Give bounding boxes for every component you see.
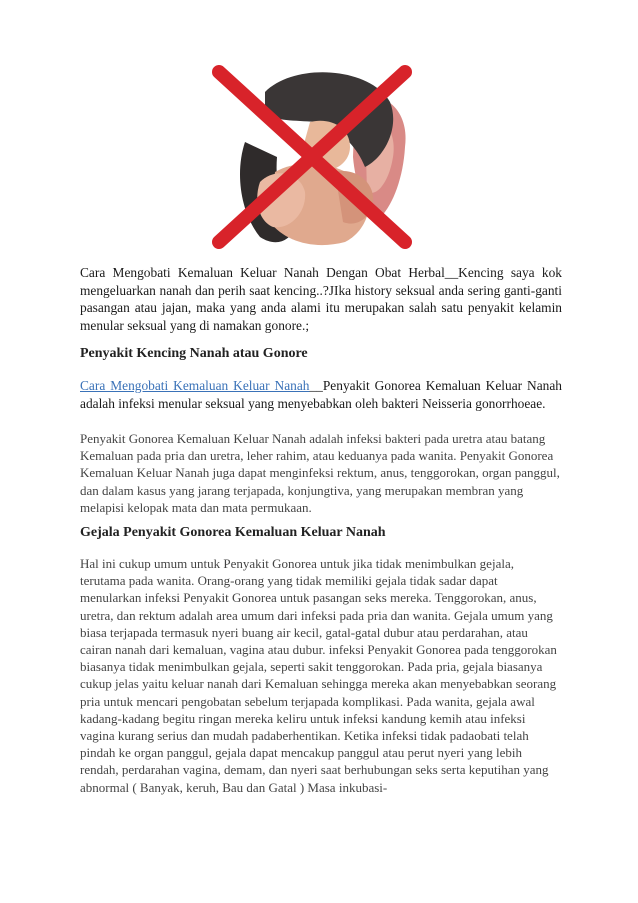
infection-paragraph: Penyakit Gonorea Kemaluan Keluar Nanah adalah infeksi bakteri pada uretra atau batang Kemaluan pada pria dan uretra, leher rahim, atau keduanya pada wanita. Penyakit Gonorea Kemaluan Keluar Nanah juga dapat menginfeksi rektum, anus, tenggorokan, organ panggul, dan dalam kasus yang jarang terjapada, konjungtiva, yang merupakan membran yang melapisi kelopak mata dan mata permukaan. (80, 431, 560, 515)
intro-paragraph: Cara Mengobati Kemaluan Keluar Nanah Dengan Obat Herbal__Kencing saya kok mengeluarkan nanah dan perih saat kencing..?JIka history seksual anda sering ganti-ganti pasangan atau jajan, maka yang anda alami itu merupakan salah satu penyakit kelamin menular seksual yang di namakan gonore.; (80, 265, 562, 333)
definition-paragraph (80, 377, 562, 412)
section-heading-gejala: Gejala Penyakit Gonorea Kemaluan Keluar Nanah (80, 525, 386, 540)
section-heading-gonore: Penyakit Kencing Nanah atau Gonore (80, 346, 308, 361)
symptoms-paragraph: Hal ini cukup umum untuk Penyakit Gonorea untuk jika tidak menimbulkan gejala, terutama pada wanita. Orang-orang yang tidak memiliki gejala tidak sadar dapat menularkan infeksi Penyakit Gonorea untuk pasangan seks mereka. Tenggorokan, anus, uretra, dan rektum adalah area umum dari infeksi pada pria dan wanita. Gejala umum yang biasa terjapada termasuk nyeri buang air kecil, gatal-gatal dubur atau perdarahan, atau cairan nanah dari kemaluan, vagina atau dubur. infeksi Penyakit Gonorea pada tenggorokan biasanya tidak menimbulkan gejala, seperti sakit tenggorokan. Pada pria, gejala biasanya cukup jelas yaitu keluar nanah dari Kemaluan sehingga mereka akan menyebabkan seorang pria untuk mencari pengobatan sebelum terjapada komplikasi. Pada wanita, gejala awal kadang-kadang begitu ringan mereka keliru untuk infeksi kandung kemih atau infeksi vagina kurang serius dan mudah padaberhentikan. Ketika infeksi tidak padaobati telah pindah ke organ panggul, gejala dapat mencakup panggul atau perut nyeri yang lebih rendah, perdarahan vagina, demam, dan nyeri saat berhubungan seks serta keputihan yang abnormal ( Banyak, keruh, Bau dan Gatal ) Masa inkubasi- (80, 556, 557, 795)
prohibited-illustration (205, 62, 417, 250)
definition-text: __Penyakit Gonorea Kemaluan Keluar Nanah adalah infeksi menular seksual yang menyebabkan oleh bakteri Neisseria gonorrhoeae. (80, 378, 562, 411)
article-link[interactable]: Cara Mengobati Kemaluan Keluar Nanah (80, 378, 310, 393)
